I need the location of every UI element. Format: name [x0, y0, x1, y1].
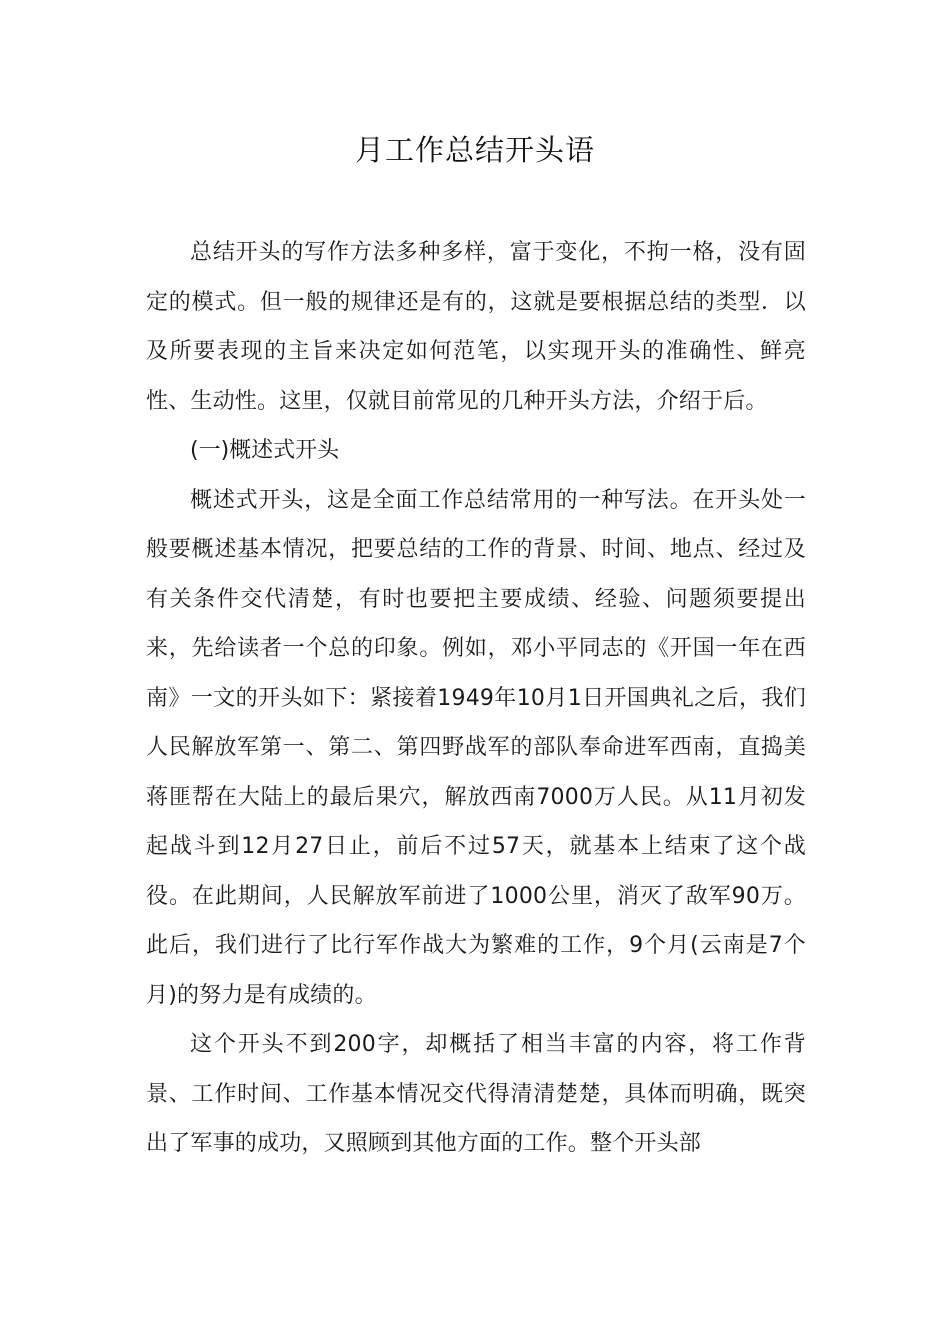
document-title: 月工作总结开头语: [354, 133, 595, 167]
section-heading: (一)概述式开头: [190, 438, 340, 463]
paragraph-intro: 总结开头的写作方法多种多样，富于变化，不拘一格，没有固定的模式。但一般的规律还是有的，这就是要根据总结的类型．以及所要表现的主旨来决定如何范笔，以实现开头的准确性、鲜亮性、生动性。这里，仅就目前常见的几种开头方法，介绍于后。: [146, 240, 806, 414]
paragraph-analysis: 这个开头不到200字，却概括了相当丰富的内容，将工作背景、工作时间、工作基本情况交代得清清楚楚，具体而明确，既突出了军事的成功，又照顾到其他方面的工作。整个开头部: [146, 1032, 806, 1156]
paragraph-overview: 概述式开头，这是全面工作总结常用的一种写法。在开头处一般要概述基本情况，把要总结的工作的背景、时间、地点、经过及有关条件交代清楚，有时也要把主要成绩、经验、问题须要提出来，先给读者一个总的印象。例如，邓小平同志的《开国一年在西南》一文的开头如下：紧接着1949年10月1日开国典礼之后，我们人民解放军第一、第二、第四野战军的部队奉命进军西南，直捣美蒋匪帮在大陆上的最后果穴，解放西南7000万人民。从11月初发起战斗到12月27日止，前后不过57天，就基本上结束了这个战役。在此期间，人民解放军前进了1000公里，消灭了敌军90万。 此后，我们进行了比行军作战大为繁难的工作，9个月(云南是7个月)的努力是有成绩的。: [146, 487, 806, 1008]
document-body: [146, 228, 806, 1169]
